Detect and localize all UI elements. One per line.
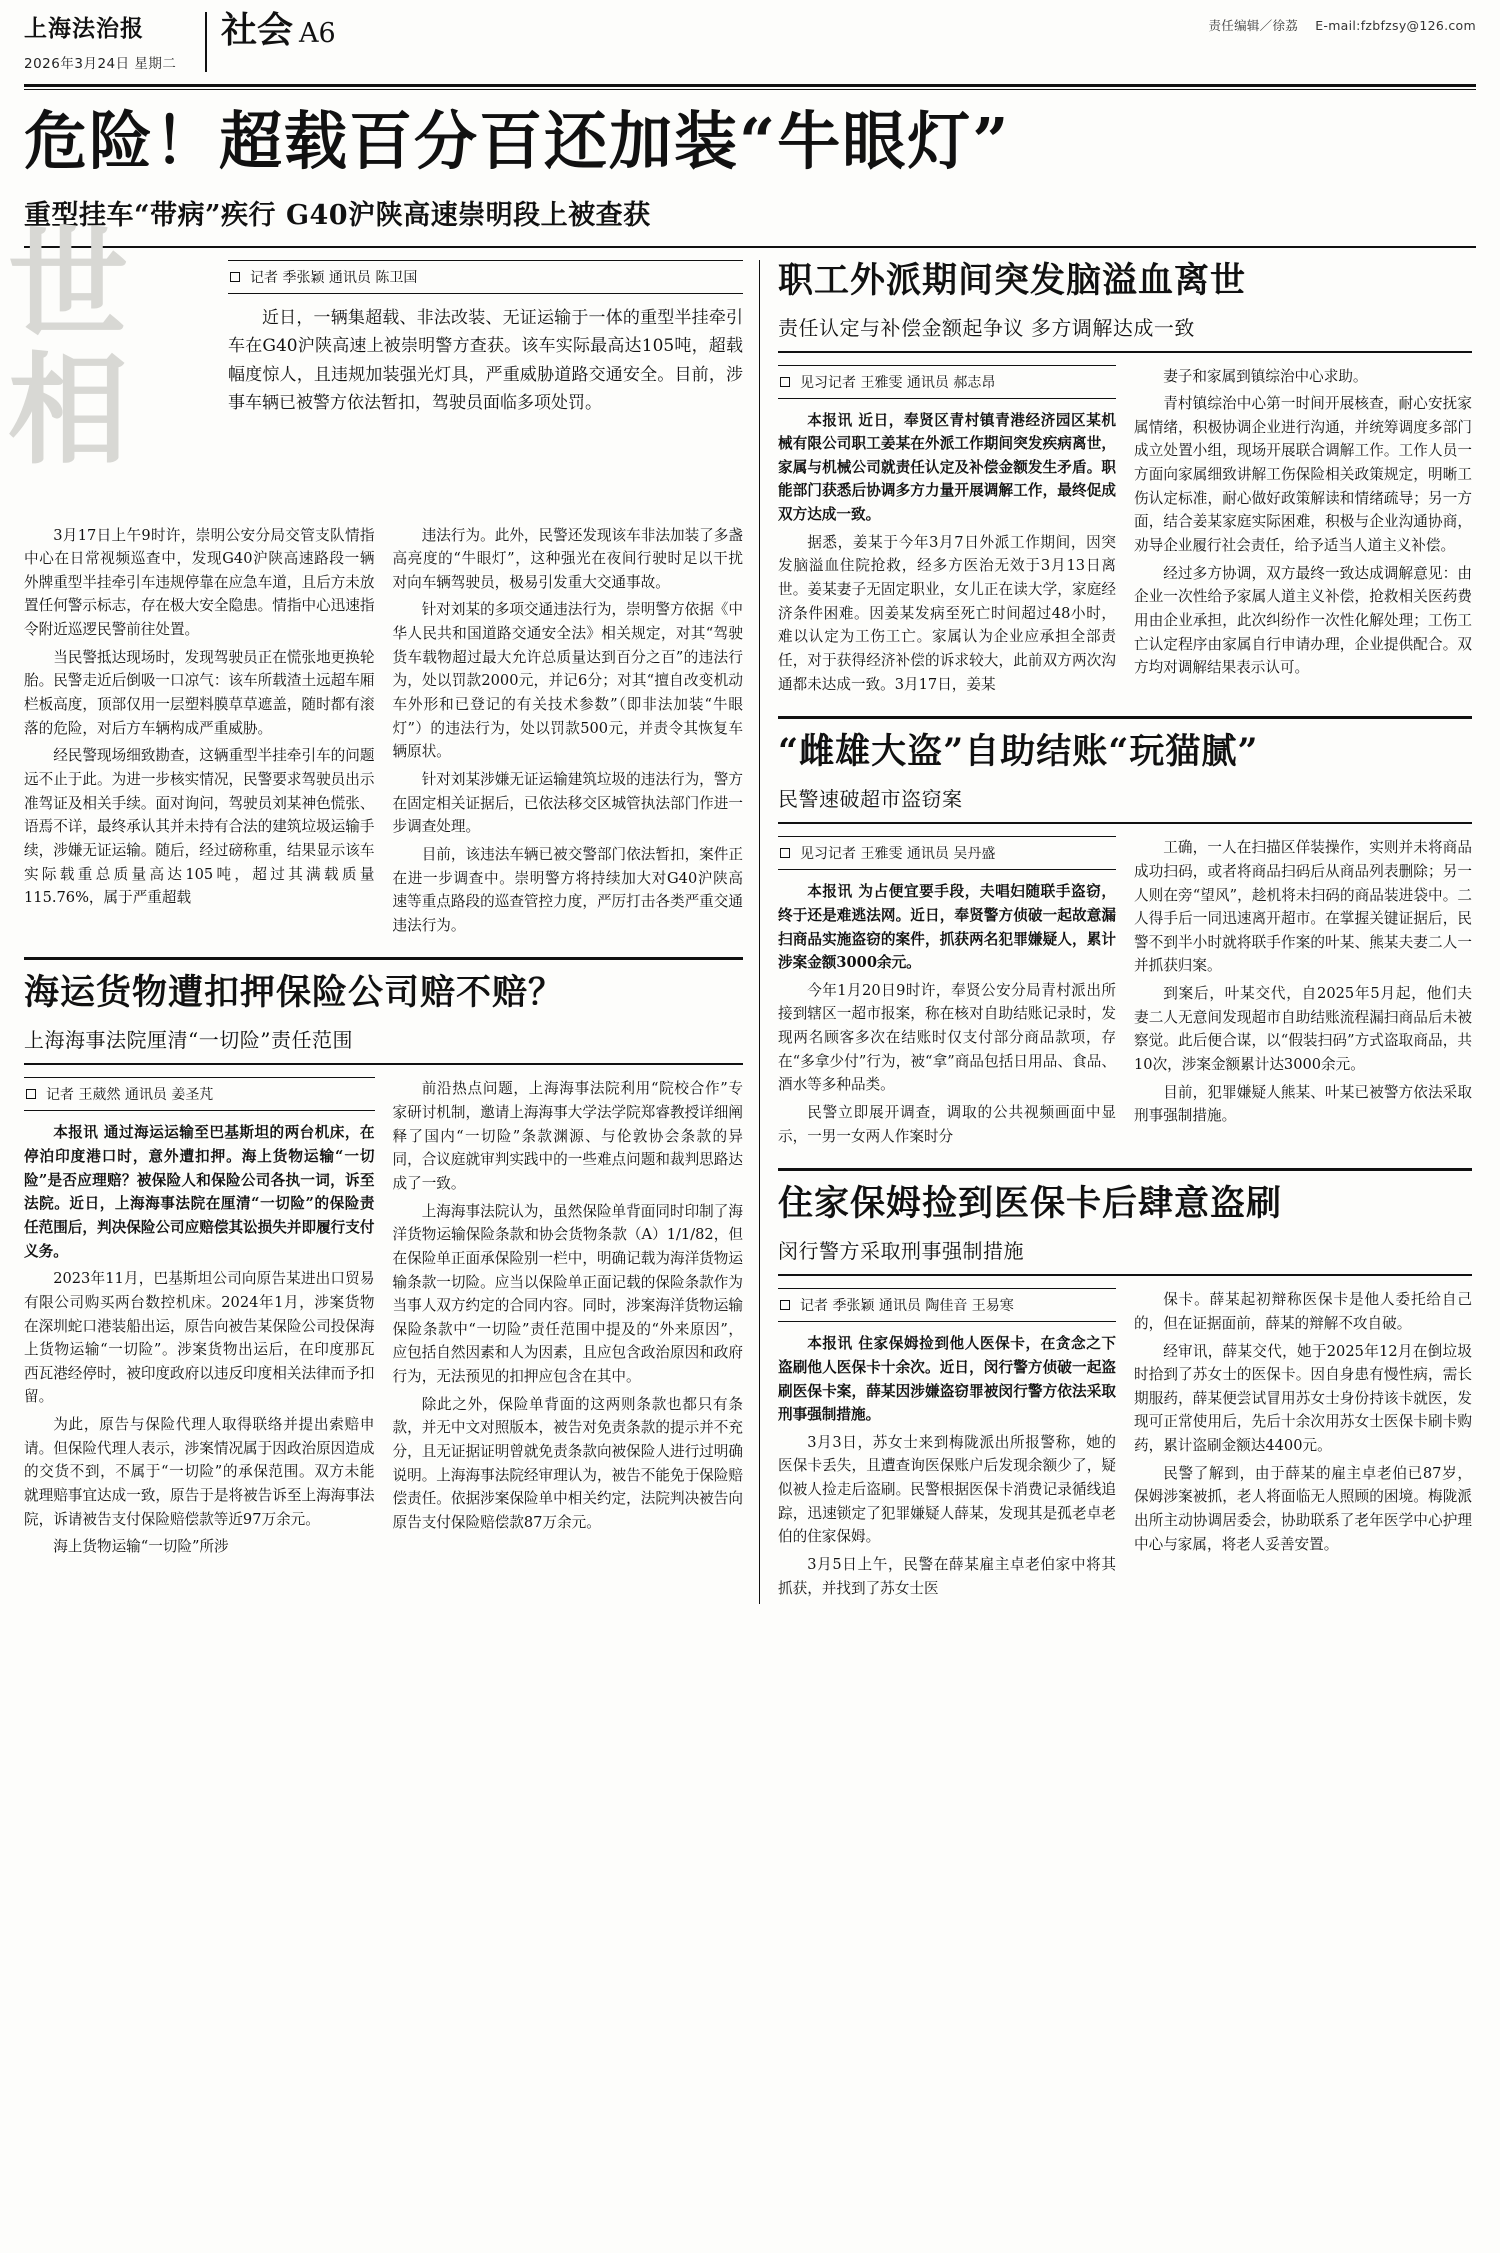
article5-underline	[778, 1274, 1472, 1276]
paragraph: 针对刘某的多项交通违法行为，崇明警方依据《中华人民共和国道路交通安全法》相关规定，对其“驾驶货车载物超过最大允许总质量达到百分之百”的违法行为，处以罚款2000元，并记6分；对其“擅自改变机动车外形和已登记的有关技术参数”（即非法加装“牛眼灯”）的违法行为，处以罚款500元，并责令其恢复车辆原状。	[392, 601, 743, 761]
article4-rule	[778, 716, 1472, 719]
article3-col-1	[778, 365, 1116, 701]
masthead-left	[24, 10, 199, 72]
article2-rule	[24, 957, 743, 960]
lead-headline-block	[18, 90, 1482, 232]
lead-col-2	[393, 524, 744, 942]
article4-headline: “雌雄大盗”自助结账“玩猫腻”	[778, 731, 1259, 773]
article2-byline-text: 记者 王葳然 通讯员 姜圣芃	[46, 1087, 214, 1104]
article2-headline: 海运货物遭扣押保险公司赔不赔？	[24, 972, 565, 1014]
paragraph: 到案后，叶某交代，自2025年5月起，他们夫妻二人无意间发现超市自助结账流程漏扫商品后未被察觉。此后便合谋，以“假装扫码”方式盗取商品，共10次，涉案金额累计达3000余元。	[1134, 985, 1472, 1073]
right-column-group	[760, 260, 1472, 1605]
article3-byline	[778, 365, 1116, 399]
article-worker-stroke	[778, 260, 1472, 701]
paragraph: 妻子和家属到镇综治中心求助。	[1163, 367, 1368, 385]
paragraph: 目前，犯罪嫌疑人熊某、叶某已被警方依法采取刑事强制措施。	[1134, 1083, 1472, 1125]
headline-rule	[24, 246, 1476, 248]
lead-byline-text: 记者 季张颖 通讯员 陈卫国	[250, 269, 418, 286]
paragraph: 民警立即展开调查，调取的公共视频画面中显示，一男一女两人作案时分	[778, 1104, 1116, 1145]
paragraph: 工确，一人在扫描区佯装操作，实则并未将商品成功扫码，或者将商品扫码后从商品列表删除；另一人则在旁“望风”，趁机将未扫码的商品装进袋中。二人得手后一同迅速离开超市。在掌握关键证据后，民警不到半小时就将联手作案的叶某、熊某夫妻二人一并抓获归案。	[1134, 839, 1472, 975]
paragraph: 经民警现场细致勘查，这辆重型半挂牵引车的问题远不止于此。为进一步核实情况，民警要求驾驶员出示准驾证及相关手续。面对询问，驾驶员刘某神色慌张、语焉不详，最终承认其并未持有合法的建筑垃圾运输手续，涉嫌无证运输。随后，经过磅称重，结果显示该车实际载重总质量高达105吨，超过其满载质量115.76%，属于严重超载	[24, 747, 375, 907]
article5-col-2	[1134, 1288, 1472, 1604]
calligraphy-watermark: 世相	[8, 214, 128, 481]
article3-byline-text: 见习记者 王雅雯 通讯员 郝志昂	[800, 374, 996, 391]
article5-subheadline: 闵行警方采取刑事强制措施	[778, 1239, 1024, 1264]
lead-byline	[228, 260, 743, 294]
paragraph: 本报讯 住家保姆捡到他人医保卡，在贪念之下盗刷他人医保卡十余次。近日，闵行警方侦破一起盗刷医保卡案，薛某因涉嫌盗窃罪被闵行警方依法采取刑事强制措施。	[778, 1335, 1116, 1424]
newspaper-logo: 上海法治报	[24, 15, 144, 42]
article-supermarket-theft	[778, 716, 1472, 1152]
byline-square-icon	[780, 848, 790, 858]
section-title: 社会	[221, 9, 294, 51]
editor-email: E-mail:fzbfzsy@126.com	[1315, 18, 1476, 33]
paragraph: 3月3日，苏女士来到梅陇派出所报警称，她的医保卡丢失，且遭查询医保账户后发现余额少了，疑似被人捡走后盗刷。民警根据医保卡消费记录循线追踪，迅速锁定了犯罪嫌疑人薛某，发现其是孤老卓老伯的住家保姆。	[778, 1433, 1116, 1546]
article2-byline	[24, 1077, 375, 1111]
lead-intro-box	[224, 260, 743, 510]
paragraph: 今年1月20日9时许，奉贤公安分局青村派出所接到辖区一超市报案，称在核对自助结账记录时，发现两名顾客多次在结账时仅支付部分商品款项，存在“多拿少付”行为，被“拿”商品包括日用品、食品、酒水等多种品类。	[778, 981, 1116, 1094]
article4-columns	[778, 836, 1472, 1152]
paragraph: 海上货物运输“一切险”所涉	[53, 1538, 229, 1556]
article5-col-1	[778, 1288, 1116, 1604]
byline-square-icon	[780, 377, 790, 387]
article2-underline	[24, 1063, 743, 1065]
paragraph: 本报讯 近日，奉贤区青村镇青港经济园区某机械有限公司职工姜某在外派工作期间突发疾病离世，家属与机械公司就责任认定及补偿金额发生矛盾。职能部门获悉后协调多方力量开展调解工作，最终促成双方达成一致。	[778, 411, 1116, 524]
paragraph: 青村镇综治中心第一时间开展核查，耐心安抚家属情绪，积极协调企业进行沟通，并统筹调度多部门成立处置小组，现场开展联合调解工作。工作人员一方面向家属细致讲解工伤保险相关政策规定，明晰工伤认定标准，耐心做好政策解读和情绪疏导；另一方面，结合姜某家庭实际困难，积极与企业沟通协商，劝导企业履行社会责任，给予适当人道主义补偿。	[1134, 395, 1472, 555]
paragraph: 经审讯，薛某交代，她于2025年12月在倒垃圾时拾到了苏女士的医保卡。因自身患有慢性病，需长期服药，薛某便尝试冒用苏女士身份持该卡就医，发现可正常使用后，先后十余次用苏女士医保卡刷卡购药，累计盗刷金额达4400元。	[1134, 1342, 1472, 1455]
editor-label: 责任编辑／徐荔	[1208, 18, 1299, 33]
article5-rule	[778, 1168, 1472, 1171]
paragraph: 目前，该违法车辆已被交警部门依法暂扣，案件正在进一步调查中。崇明警方将持续加大对G40沪陕高速等重点路段的巡查管控力度，严厉打击各类严重交通违法行为。	[392, 845, 743, 934]
article4-subheadline: 民警速破超市盗窃案	[778, 787, 963, 812]
article-nanny-medical-card	[778, 1168, 1472, 1604]
paragraph: 当民警抵达现场时，发现驾驶员正在慌张地更换轮胎。民警走近后倒吸一口凉气：该车所载渣土远超车厢栏板高度，顶部仅用一层塑料膜草草遮盖，随时都有滚落的危险，对后方车辆构成严重威胁。	[24, 648, 375, 737]
lead-body-columns	[24, 524, 743, 942]
article4-byline	[778, 836, 1116, 870]
byline-square-icon	[230, 272, 240, 282]
page-title: 危险！超载百分百还加装“牛眼灯”	[24, 104, 1011, 178]
article5-headline: 住家保姆捡到医保卡后肆意盗刷	[778, 1183, 1283, 1225]
paragraph: 3月17日上午9时许，崇明公安分局交管支队情指中心在日常视频巡查中，发现G40沪陕高速路段一辆外牌重型半挂牵引车违规停靠在应急车道，且后方未放置任何警示标志，存在极大安全隐患。情指中心迅速指令附近巡逻民警前往处置。	[24, 526, 375, 639]
article3-underline	[778, 351, 1472, 353]
paragraph: 保卡。薛某起初辩称医保卡是他人委托给自己的，但在证据面前，薛某的辩解不攻自破。	[1134, 1291, 1472, 1332]
article3-headline: 职工外派期间突发脑溢血离世	[778, 259, 1247, 301]
lead-subheadline: 重型挂车“带病”疾行 G40沪陕高速崇明段上被查获	[24, 199, 651, 231]
section-title-group	[221, 9, 336, 51]
masthead-rule-thick	[24, 84, 1476, 87]
article3-col-2	[1134, 365, 1472, 701]
article5-columns	[778, 1288, 1472, 1604]
paragraph: 3月5日上午，民警在薛某雇主卓老伯家中将其抓获，并找到了苏女士医	[778, 1556, 1116, 1597]
byline-square-icon	[780, 1300, 790, 1310]
article2-subheadline: 上海海事法院厘清“一切险”责任范围	[24, 1028, 353, 1053]
masthead-divider	[205, 12, 207, 72]
article3-subheadline: 责任认定与补偿金额起争议 多方调解达成一致	[778, 315, 1195, 340]
article4-byline-text: 见习记者 王雅雯 通讯员 吴丹盛	[800, 846, 996, 863]
article4-col-1	[778, 836, 1116, 1152]
article2-col-2	[393, 1077, 744, 1563]
paragraph: 为此，原告与保险代理人取得联络并提出索赔申请。但保险代理人表示，涉案情况属于因政治原因造成的交货不到，不属于“一切险”的承保范围。双方未能就理赔事宜达成一致，原告于是将被告诉至上海海事法院，诉请被告支付保险赔偿款等近97万余元。	[24, 1416, 375, 1528]
article5-byline-text: 记者 季张颖 通讯员 陶佳音 王易寒	[800, 1298, 1014, 1315]
article3-columns	[778, 365, 1472, 701]
paragraph: 除此之外，保险单背面的这两则条款也都只有条款，并无中文对照版本，被告对免责条款的提示并不充分，且无证据证明曾就免责条款向被保险人进行过明确说明。上海海事法院经审理认为，被告不能免于保险赔偿责任。依据涉案保险单中相关约定，法院判决被告向原告支付保险赔偿款87万余元。	[392, 1395, 743, 1531]
article5-byline	[778, 1288, 1116, 1322]
paragraph: 上海海事法院认为，虽然保险单背面同时印制了海洋货物运输保险条款和协会货物条款（A）1/1/82，但在保险单正面承保险别一栏中，明确记载为海洋货物运输条款一切险。应当以保险单正面记载的保险条款作为当事人双方约定的合同内容。同时，涉案海洋货物运输保险条款中“一切险”责任范围中提及的“外来原因”，应包括自然因素和人为因素，且应包含政治原因和政府行为，无法预见的扣押应包含在其中。	[392, 1202, 743, 1386]
article2-col-1	[24, 1077, 375, 1563]
article4-col-2	[1134, 836, 1472, 1152]
paragraph: 违法行为。此外，民警还发现该车非法加装了多盏高亮度的“牛眼灯”，这种强光在夜间行驶时足以干扰对向车辆驾驶员，极易引发重大交通事故。	[392, 526, 743, 591]
page-number: A6	[299, 18, 336, 49]
paragraph: 本报讯 为占便宜要手段，夫唱妇随联手盗窃，终于还是难逃法网。近日，奉贤警方侦破一起故意漏扫商品实施盗窃的案件，抓获两名犯罪嫌疑人，累计涉案金额3000余元。	[778, 883, 1116, 972]
watermark-spacer	[24, 260, 224, 510]
paragraph: 针对刘某涉嫌无证运输建筑垃圾的违法行为，警方在固定相关证据后，已依法移交区城管执法部门作进一步调查处理。	[392, 770, 743, 836]
paragraph: 经过多方协调，双方最终一致达成调解意见：由企业一次性给予家属人道主义补偿，抢救相关医药费用由企业承担，此次纠纷作一次性化解处理；工伤工亡认定程序由家属自行申请办理，企业提供配合。双方均对调解结果表示认可。	[1134, 564, 1472, 677]
lead-intro-row	[24, 260, 743, 510]
lead-intro-text: 近日，一辆集超载、非法改装、无证运输于一体的重型半挂牵引车在G40沪陕高速上被崇明警方查获。该车实际最高达105吨，超载幅度惊人，且违规加装强光灯具，严重威胁道路交通安全。目前，涉事车辆已被警方依法暂扣，驾驶员面临多项处罚。	[228, 307, 743, 414]
lead-col-1	[24, 524, 375, 942]
paragraph: 据悉，姜某于今年3月7日外派工作期间，因突发脑溢血住院抢救，经多方医治无效于3月13日离世。姜某妻子无固定职业，女儿正在读大学，家庭经济条件困难。因姜某发病至死亡时间超过48小时，难以认定为工伤工亡。家属认为企业应承担全部责任，对于获得经济补偿的诉求较大，此前双方两次沟通都未达成一致。3月17日，姜某	[778, 533, 1116, 693]
publish-date: 2026年3月24日 星期二	[24, 56, 177, 72]
paragraph: 2023年11月，巴基斯坦公司向原告某进出口贸易有限公司购买两台数控机床。2024年1月，涉案货物在深圳蛇口港装船出运，原告向被告某保险公司投保海上货物运输“一切险”。涉案货物出运后，在印度那瓦西瓦港经停时，被印度政府以违反印度相关法律而予扣留。	[24, 1270, 375, 1406]
article2-columns	[24, 1077, 743, 1563]
byline-square-icon	[26, 1089, 36, 1099]
masthead	[18, 0, 1482, 78]
article-shipping-insurance	[24, 957, 743, 1563]
paragraph: 本报讯 通过海运运输至巴基斯坦的两台机床，在停泊印度港口时，意外遭扣押。海上货物运输“一切险”是否应理赔？被保险人和保险公司各执一词，诉至法院。近日，上海海事法院在厘清“一切险”的保险责任范围后，判决保险公司应赔偿其讼损失并即履行支付义务。	[24, 1124, 375, 1260]
masthead-credits	[1208, 10, 1476, 34]
paragraph: 民警了解到，由于薛某的雇主卓老伯已87岁，保姆涉案被抓，老人将面临无人照顾的困境。梅陇派出所主动协调居委会，协助联系了老年医学中心护理中心与家属，将老人妥善安置。	[1134, 1464, 1472, 1553]
article4-underline	[778, 822, 1472, 824]
paragraph: 前沿热点问题，上海海事法院利用“院校合作”专家研讨机制，邀请上海海事大学法学院郑睿教授详细阐释了国内“一切险”条款渊源、与伦敦协会条款的异同，合议庭就审判实践中的一些难点问题和裁判思路达成了一致。	[392, 1080, 743, 1192]
